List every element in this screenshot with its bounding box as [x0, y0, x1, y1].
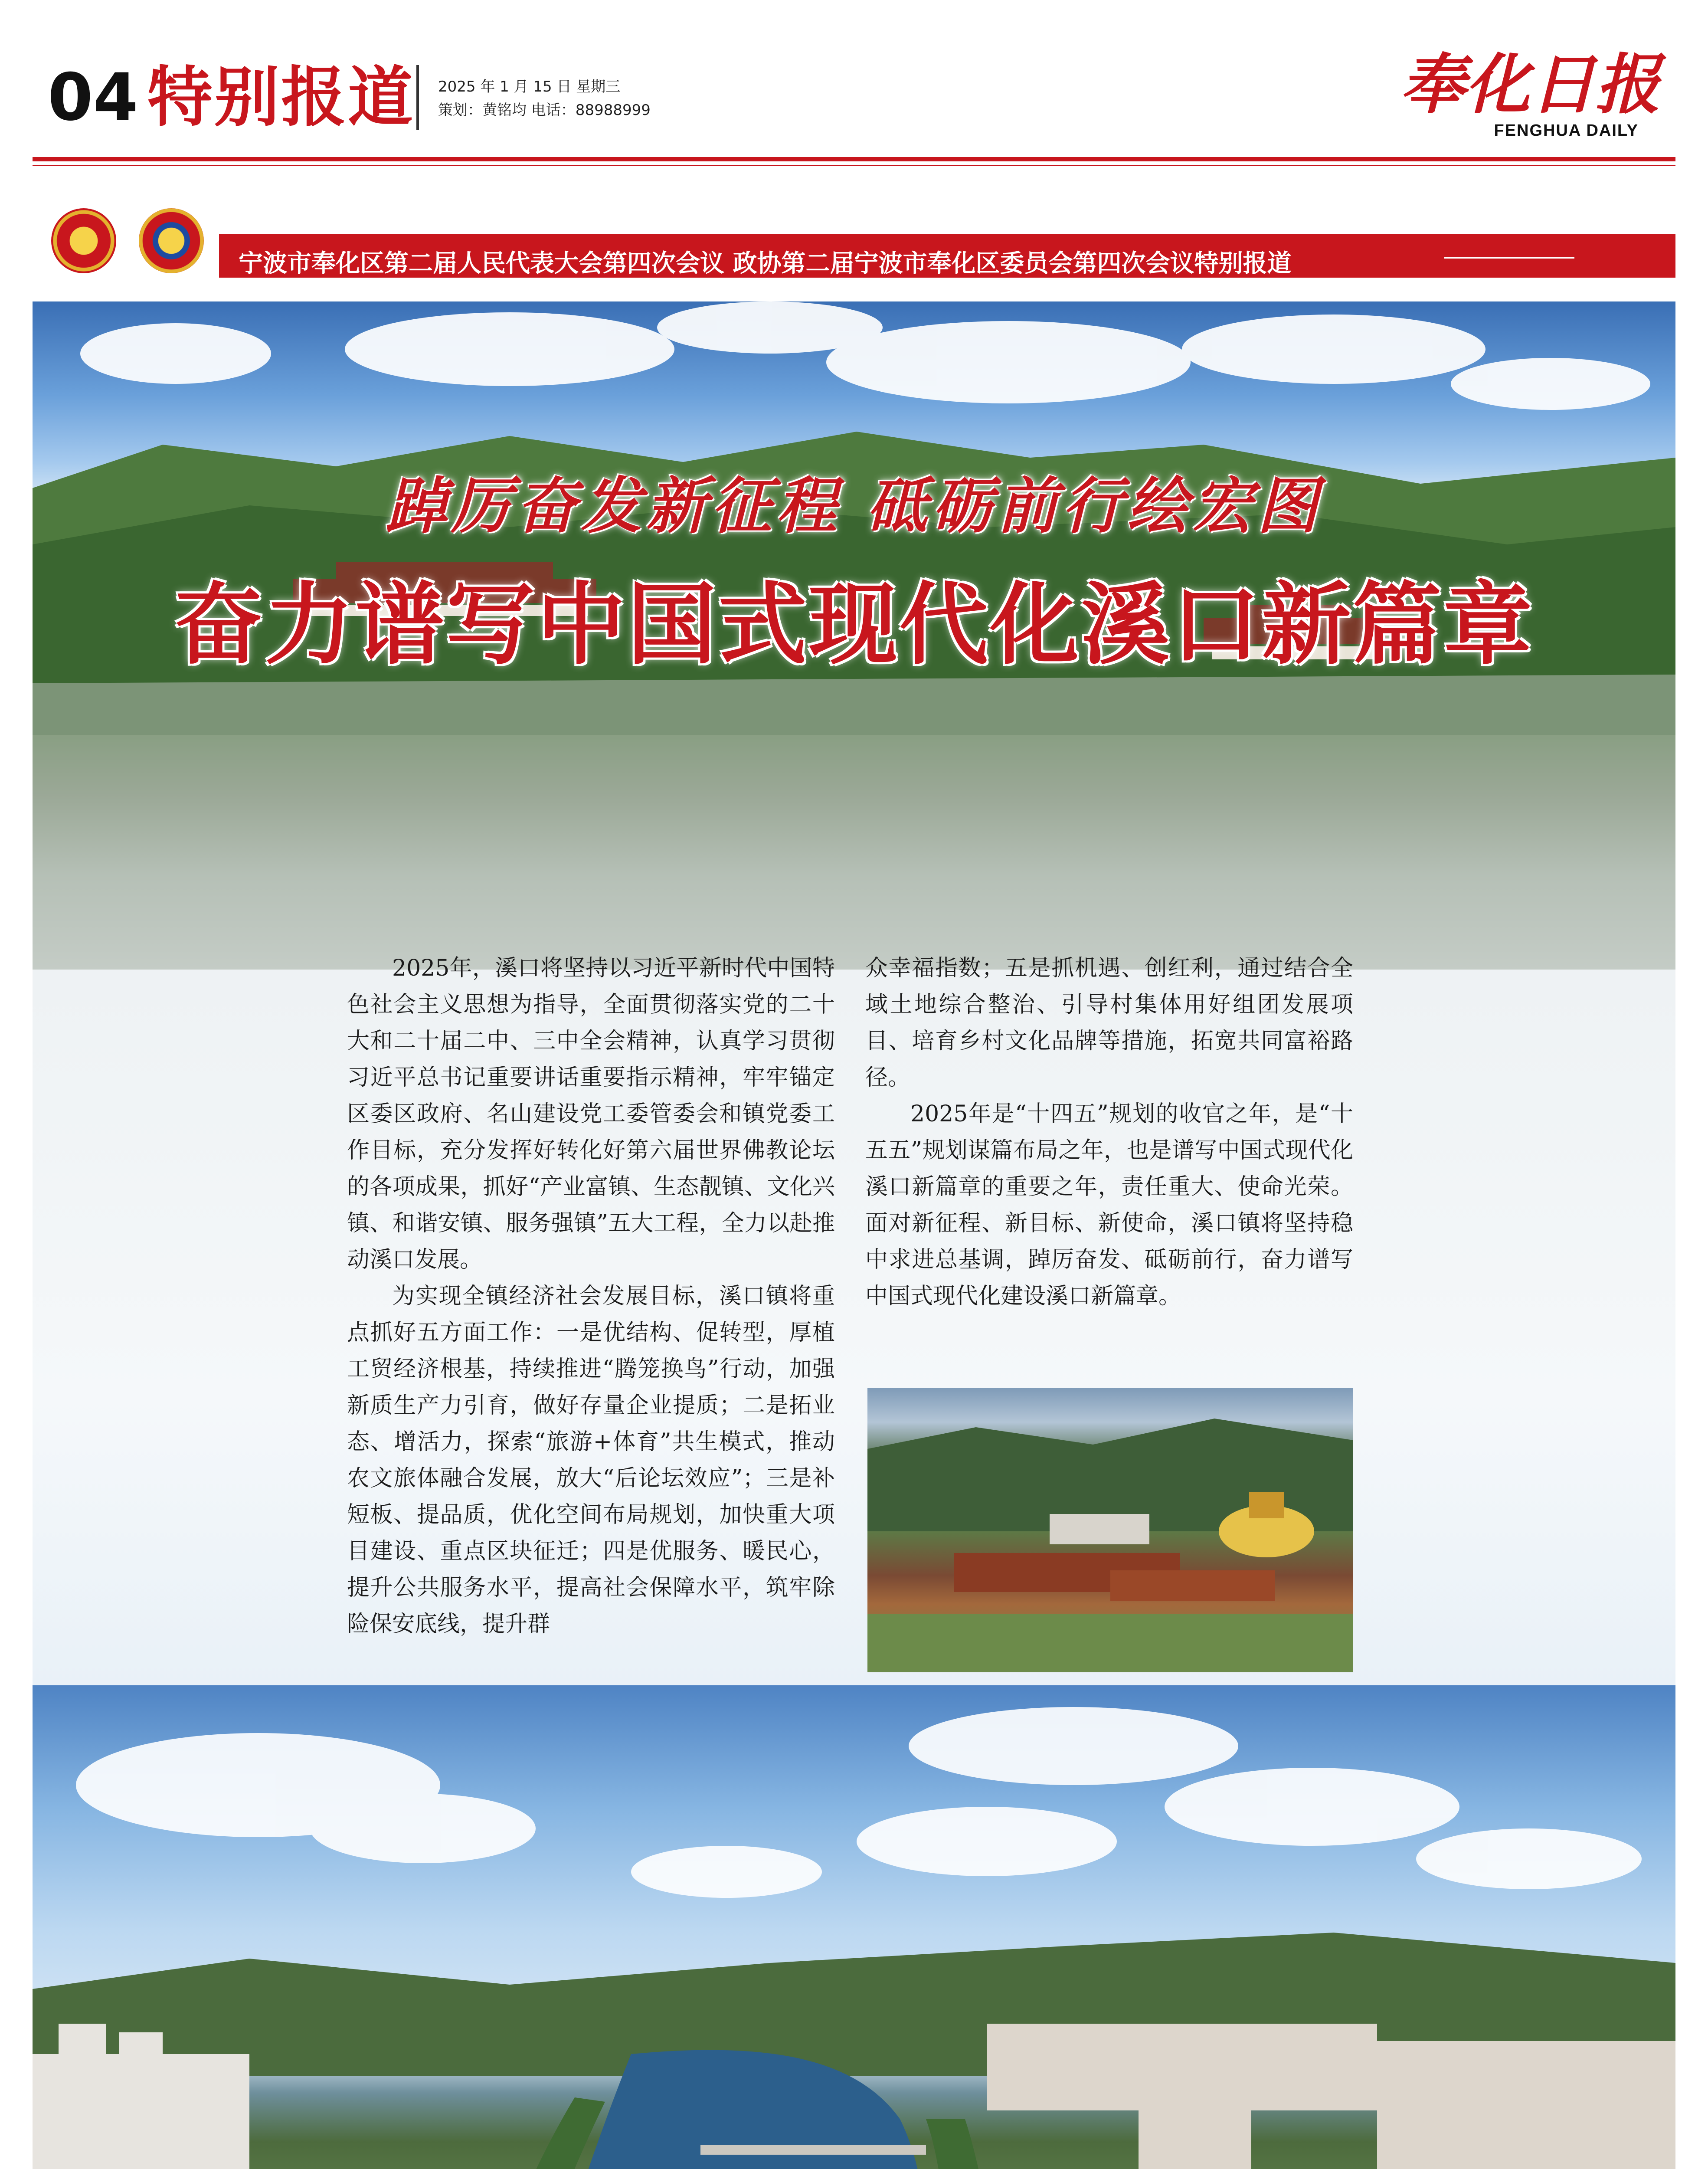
article-paragraph: 2025年是“十四五”规划的收官之年，是“十五五”规划谋篇布局之年，也是谱写中国式现代化溪口新篇章的重要之年，责任重大、使命光荣。面对新征程、新目标、新使命，溪口镇将坚持稳中求进总基调，踔厉奋发、砥砺前行，奋力谱写中国式现代化建设溪口新篇章。: [865, 1101, 1353, 1309]
editor-info: 策划：黄铭均 电话：88988999: [438, 102, 651, 119]
article-column-1: [347, 950, 835, 1687]
session-banner-text: 宁波市奉化区第二届人民代表大会第四次会议 政协第二届宁波市奉化区委员会第四次会议特别报道: [239, 249, 1292, 278]
inset-temple-photo: [867, 1388, 1353, 1672]
page-number: 04: [48, 60, 138, 135]
national-emblem-icon: [51, 208, 116, 273]
header-rule-thin: [33, 165, 1675, 166]
header-rule: [33, 157, 1675, 161]
newspaper-logo: 奉化日报: [1400, 46, 1660, 123]
issue-date: 2025 年 1 月 15 日 星期三: [438, 78, 621, 95]
article-paragraph: 为实现全镇经济社会发展目标，溪口镇将重点抓好五方面工作：一是优结构、促转型，厚植工贸经济根基，持续推进“腾笼换鸟”行动，加强新质生产力引育，做好存量企业提质；二是拓业态、增活力，探索“旅游+体育”共生模式，推动农文旅体融合发展，放大“后论坛效应”；三是补短板、提品质，优化空间布局规划，加快重大项目建设、重点区块征迁；四是优服务、暖民心，提升公共服务水平，提高社会保障水平，筑牢除险保安底线，提升群: [347, 1283, 835, 1637]
article-background: [33, 970, 1675, 1685]
river-town-aerial-photo: [33, 1685, 1675, 2169]
headline-subtitle: 踔厉奋发新征程 砥砺前行绘宏图: [386, 471, 1322, 542]
headline-title: 奋力谱写中国式现代化溪口新篇章: [174, 573, 1534, 677]
masthead-divider: [416, 65, 419, 130]
banner-decor-line: [1444, 257, 1574, 259]
article-column-2: [865, 950, 1353, 1384]
article-paragraph-continued: 众幸福指数；五是抓机遇、创红利，通过结合全域土地综合整治、引导村集体用好组团发展项目、培育乡村文化品牌等措施，拓宽共同富裕路径。: [865, 955, 1353, 1091]
article-paragraph: 2025年，溪口将坚持以习近平新时代中国特色社会主义思想为指导，全面贯彻落实党的二十大和二十届二中、三中全会精神，认真学习贯彻习近平总书记重要讲话重要指示精神，牢牢锚定区委区政府、名山建设党工委管委会和镇党委工作目标，充分发挥好转化好第六届世界佛教论坛的各项成果，抓好“产业富镇、生态靓镇、文化兴镇、和谐安镇、服务强镇”五大工程，全力以赴推动溪口发展。: [347, 955, 835, 1273]
hero-landscape-photo: [33, 301, 1675, 970]
cppcc-emblem-icon: [139, 208, 204, 273]
section-title: 特别报道: [147, 60, 415, 135]
newspaper-logo-english: FENGHUA DAILY: [1494, 121, 1639, 140]
